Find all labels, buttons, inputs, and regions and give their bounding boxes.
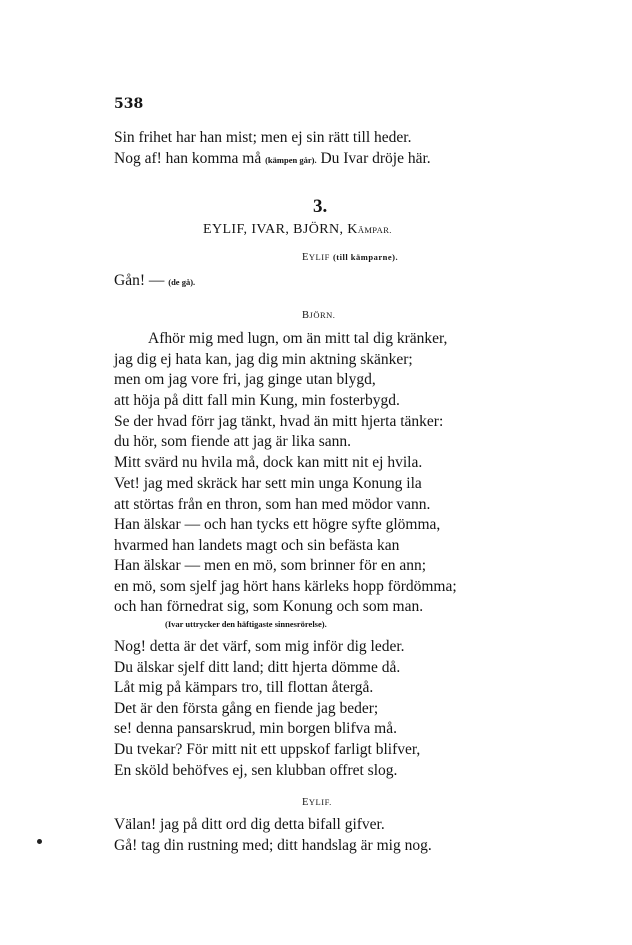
verse-line: Välan! jag på ditt ord dig detta bifall gifver. [114,816,385,833]
verse-text: Du Ivar dröje här. [316,150,431,167]
stage-direction: (till kämparne). [332,252,399,262]
speaker-eylif [302,797,332,808]
verse-line: Du tvekar? För mitt nit ett uppskof farligt blifver, [114,741,421,758]
verse-line: hvarmed han landets magt och sin befästa kan [114,537,400,554]
verse-line: Du älskar sjelf ditt land; ditt hjerta dömme då. [114,659,401,676]
speaker-eylif-aside [302,252,398,263]
verse-line: Gå! tag din rustning med; ditt handslag är mig nog. [114,837,432,854]
speaker-cap: E [302,252,309,263]
verse-line: Han älskar — men en mö, som brinner för en ann; [114,557,427,574]
verse-line: att störtas från en thron, som han med mödor vann. [114,496,431,513]
speaker-rest: JÖRN. [309,310,336,320]
page-number: 538 [114,96,144,112]
verse-line: Vet! jag med skräck har sett min unga Konung ila [114,475,422,492]
characters-main: EYLIF, IVAR, BJÖRN, K [203,222,358,237]
stage-direction: (de gå). [168,277,196,287]
margin-mark [37,839,42,844]
verse-line: en mö, som sjelf jag hört hans kärleks hopp fördömma; [114,578,457,595]
verse-line: Låt mig på kämpars tro, till flottan återgå. [114,679,374,696]
verse-line: Nog! detta är det värf, som mig inför dig leder. [114,638,405,655]
verse-line [114,272,195,290]
stage-direction: (kämpen går). [265,155,317,165]
stage-direction: (Ivar uttrycker den häftigaste sinnesrörelse). [165,619,327,629]
verse-line: Sin frihet har han mist; men ej sin rätt till heder. [114,129,412,146]
verse-line: Han älskar — och han tycks ett högre syfte glömma, [114,516,441,533]
scene-characters [203,222,392,238]
verse-line: men om jag vore fri, jag ginge utan blygd, [114,371,376,388]
verse-line: och han förnedrat sig, som Konung och som man. [114,598,424,615]
verse-line [114,150,431,168]
verse-text: Nog af! han komma må [114,150,266,167]
verse-line: Det är den första gång en fiende jag beder; [114,700,379,717]
verse-line: Mitt svärd nu hvila må, dock kan mitt nit ej hvila. [114,454,423,471]
verse-line: se! denna pansarskrud, min borgen blifva må. [114,720,397,737]
scene-number: 3. [313,196,328,217]
verse-line: jag dig ej hata kan, jag dig min aktning skänker; [114,351,413,368]
verse-line: En sköld behöfves ej, sen klubban offret slog. [114,762,398,779]
speaker-rest: YLIF. [308,797,332,807]
verse-line: Se der hvad förr jag tänkt, hvad än mitt hjerta tänker: [114,413,444,430]
characters-small: ÄMPAR. [357,225,392,235]
verse-text: Gån! — [114,272,169,289]
verse-line: Afhör mig med lugn, om än mitt tal dig kränker, [148,330,448,347]
verse-line: du hör, som fiende att jag är lika sann. [114,433,351,450]
speaker-cap: E [302,797,309,808]
verse-line: att höja på ditt fall min Kung, min fosterbygd. [114,392,400,409]
speaker-cap: B [302,310,310,321]
speaker-rest: YLIF [308,252,330,262]
speaker-bjorn [302,310,335,321]
